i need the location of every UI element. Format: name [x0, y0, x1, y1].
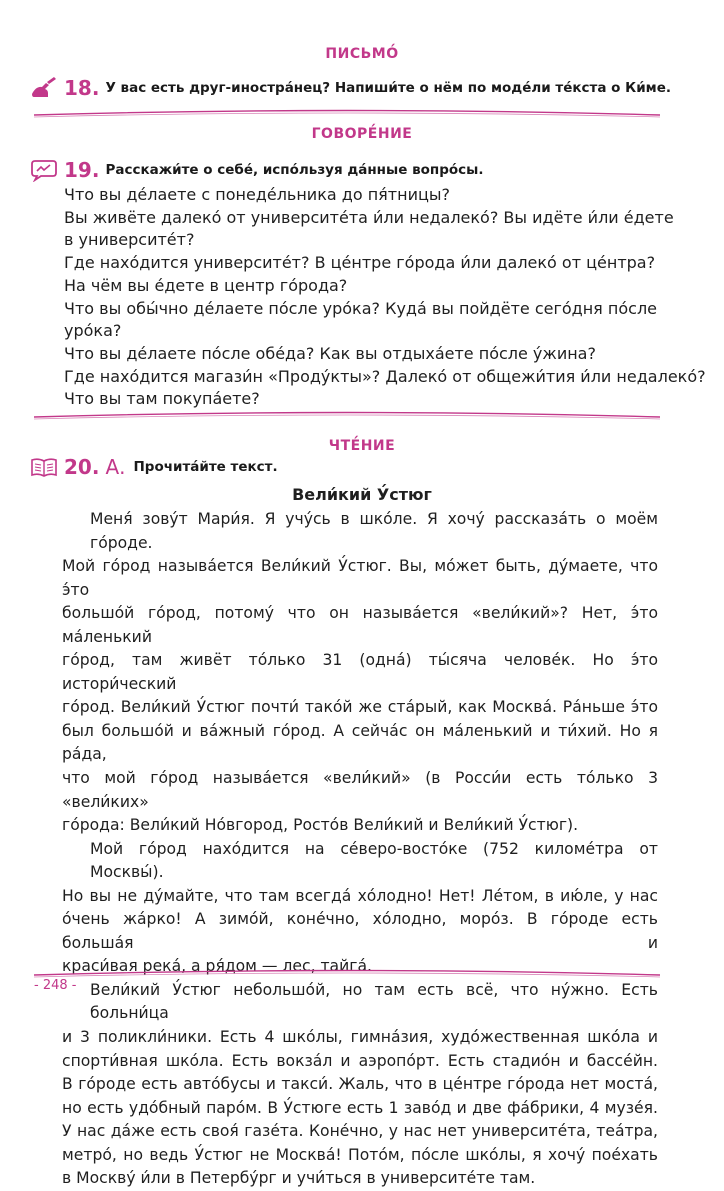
reading-text	[62, 508, 658, 1191]
question-line: Где нахо́дится магази́н «Проду́кты»? Далеко́ от общежи́тия и́ли недалеко́?	[64, 366, 706, 386]
section-title-reading: ЧТЕ́НИЕ	[328, 438, 396, 454]
question-line: Что вы там покупа́ете?	[64, 389, 260, 409]
text-line: но есть удо́бный паро́м. В У́стюге есть 1 заво́д и две фа́брики, 4 музе́я.	[62, 1098, 658, 1117]
exercise-instruction: Прочита́йте текст.	[133, 459, 278, 475]
question-line: Что вы обы́чно де́лаете по́сле уро́ка? Куда́ вы пойдёте сего́дня по́сле	[64, 298, 658, 318]
writing-hand-icon	[30, 76, 58, 100]
text-line: метро́, но ведь У́стюг не Москва́! Пото́м, по́сле шко́лы, я хочу́ пое́хать	[62, 1145, 658, 1164]
question-line: уро́ка?	[64, 321, 122, 341]
section-title-speaking: ГОВОРЕ́НИЕ	[311, 126, 413, 142]
section-title-writing: ПИСЬМО́	[325, 46, 399, 62]
text-line: был большо́й и ва́жный го́род. А сейча́с он ма́ленький и ти́хий. Но я ра́да,	[62, 721, 658, 764]
question-list	[64, 184, 706, 411]
exercise-number: 20.	[64, 455, 100, 479]
text-line: го́рода: Вели́кий Но́вгород, Росто́в Вели́кий и Вели́кий У́стюг).	[62, 816, 579, 835]
text-line: Мой го́род нахо́дится на се́веро-восто́ке (752 киломе́тра от Москвы́).	[90, 839, 658, 882]
text-line: что мой го́род называ́ется «вели́кий» (в Росси́и есть то́лько 3 «вели́ких»	[62, 769, 658, 811]
question-line: Что вы де́лаете с понеде́льника до пя́тницы?	[64, 185, 450, 204]
exercise-instruction: У вас есть друг-иностра́нец? Напиши́те о нём по моде́ли те́кста о Ки́ме.	[105, 80, 671, 96]
question-line: Где нахо́дится университе́т? В це́нтре го́рода и́ли далеко́ от це́нтра?	[64, 253, 656, 273]
text-line: У нас да́же есть своя́ газе́та. Коне́чно, у нас нет университе́та, теа́тра,	[62, 1122, 658, 1141]
text-line: о́чень жа́рко! А зимо́й, коне́чно, хо́лодно, моро́з. В го́роде есть больша́я и	[62, 910, 658, 952]
text-line: Меня́ зову́т Мари́я. Я учу́сь в шко́ле. Я хочу́ рассказа́ть о моём го́роде.	[90, 510, 658, 552]
text-line: краси́вая река́, а ря́дом — лес, тайга́.	[62, 957, 372, 976]
question-line: Вы живёте далеко́ от университе́та и́ли недалеко́? Вы идёте и́ли е́дете	[64, 207, 674, 227]
question-line: в университе́т?	[64, 230, 195, 250]
exercise-instruction: Расскажи́те о себе́, испо́льзуя да́нные вопро́сы.	[105, 162, 484, 178]
text-line: В го́роде есть авто́бусы и такси́. Жаль, что в це́нтре го́рода нет моста́,	[62, 1075, 658, 1094]
text-line: спорти́вная шко́ла. Есть вокза́л и аэропо́рт. Есть стадио́н и бассе́йн.	[62, 1051, 658, 1070]
text-line: го́род, там живёт то́лько 31 (одна́) ты́сяча челове́к. Но э́то истори́ческий	[62, 651, 658, 693]
exercise-number: 19.	[64, 158, 100, 182]
text-title: Вели́кий У́стюг	[292, 485, 432, 504]
page-number: - 248 -	[34, 978, 77, 993]
exercise-letter: А.	[105, 455, 126, 479]
question-line: Что вы де́лаете по́сле обе́да? Как вы отдыха́ете по́сле у́жина?	[64, 343, 596, 363]
text-line: Но вы не ду́майте, что там всегда́ хо́лодно! Нет! Ле́том, в ию́ле, у нас	[62, 886, 658, 905]
speech-bubble-icon	[30, 158, 58, 182]
section-divider	[34, 106, 660, 120]
text-line: в Москву́ и́ли в Петербу́рг и учи́ться в университе́те там.	[62, 1169, 536, 1188]
open-book-icon	[30, 455, 58, 479]
text-line: го́род. Вели́кий У́стюг почти́ тако́й же ста́рый, как Москва́. Ра́ньше э́то	[62, 698, 658, 717]
footer-divider	[34, 966, 660, 980]
text-line: Мой го́род называ́ется Вели́кий У́стюг. Вы, мо́жет быть, ду́маете, что э́то	[62, 557, 658, 599]
text-line: Вели́кий У́стюг небольшо́й, но там есть всё, что ну́жно. Есть больни́ца	[90, 980, 658, 1023]
exercise-19	[30, 158, 484, 182]
text-line: и 3 поликли́ники. Есть 4 шко́лы, гимна́зия, худо́жественная шко́ла и	[62, 1028, 658, 1047]
exercise-20	[30, 455, 278, 479]
section-divider	[34, 408, 660, 422]
question-line: На чём вы е́дете в центр го́рода?	[64, 275, 348, 295]
text-line: большо́й го́род, потому́ что он называ́ется «вели́кий»? Нет, э́то ма́ленький	[62, 604, 658, 646]
exercise-18	[30, 76, 671, 100]
exercise-number: 18.	[64, 76, 100, 100]
